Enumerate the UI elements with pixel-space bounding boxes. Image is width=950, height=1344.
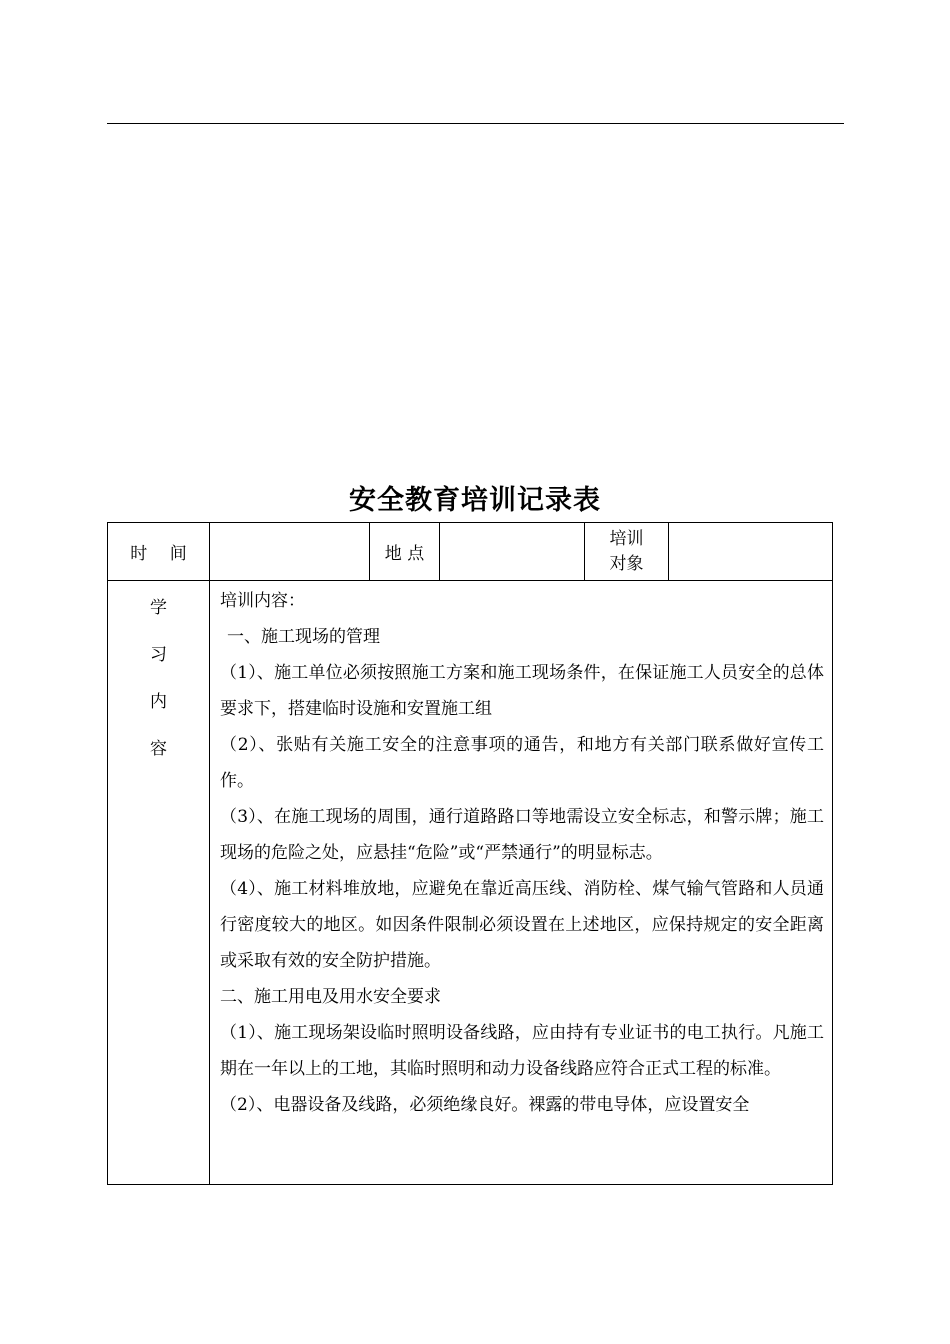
time-value-cell[interactable] (210, 523, 370, 581)
place-label: 地 点 (370, 523, 440, 581)
content-line: （4）、施工材料堆放地，应避免在靠近高压线、消防栓、煤气输气管路和人员通行密度较大的地区。如因条件限制必须设置在上述地区，应保持规定的安全距离或采取有效的安全防护措施。 (220, 879, 824, 971)
side-char: 学 (150, 598, 167, 618)
content-line: （1）、施工单位必须按照施工方案和施工现场条件，在保证施工人员安全的总体要求下，搭建临时设施和安置施工组 (220, 663, 824, 719)
content-line: （2）、张贴有关施工安全的注意事项的通告，和地方有关部门联系做好宣传工作。 (220, 735, 824, 791)
content-line: （2）、电器设备及线路，必须绝缘良好。裸露的带电导体，应设置安全 (220, 1095, 750, 1115)
side-char: 内 (150, 692, 167, 712)
time-label: 时 间 (108, 523, 210, 581)
target-label (585, 523, 669, 581)
training-record-table (107, 522, 833, 1185)
content-heading: 培训内容： (220, 591, 305, 611)
target-value-cell[interactable] (669, 523, 833, 581)
content-line: （1）、施工现场架设临时照明设备线路，应由持有专业证书的电工执行。凡施工期在一年以上的工地，其临时照明和动力设备线路应符合正式工程的标准。 (220, 1023, 824, 1079)
study-content-label (108, 581, 210, 1185)
content-line: （3）、在施工现场的周围，通行道路路口等地需设立安全标志，和警示牌；施工现场的危险之处，应悬挂“危险”或“严禁通行”的明显标志。 (220, 807, 824, 863)
header-rule (107, 123, 844, 124)
side-char: 习 (150, 645, 167, 665)
content-row (108, 581, 833, 1185)
page-title: 安全教育培训记录表 (349, 485, 601, 516)
content-line: 一、施工现场的管理 (227, 627, 380, 647)
place-value-cell[interactable] (440, 523, 585, 581)
info-row (108, 523, 833, 581)
target-label-line1: 培训 (609, 528, 644, 549)
target-label-line2: 对象 (609, 553, 644, 574)
side-char: 容 (150, 739, 167, 759)
training-content-cell (210, 581, 833, 1185)
content-line: 二、施工用电及用水安全要求 (220, 987, 441, 1007)
